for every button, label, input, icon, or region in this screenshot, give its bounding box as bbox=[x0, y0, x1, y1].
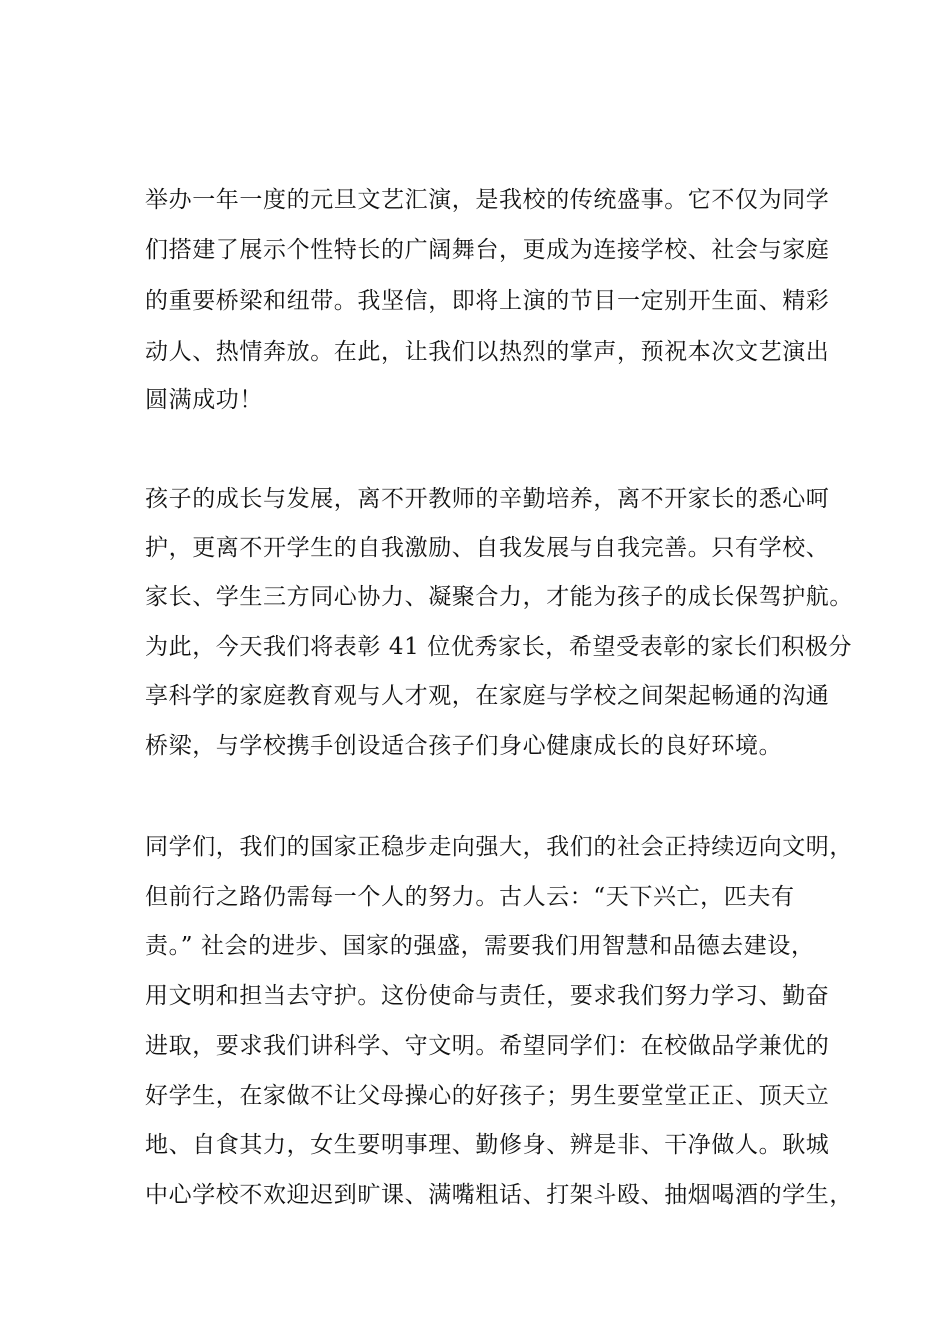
paragraph-3-line-5: 进取，要求我们讲科学、守文明。希望同学们：在校做品学兼优的 bbox=[145, 1033, 830, 1059]
paragraph-3-line-4: 用文明和担当去守护。这份使命与责任，要求我们努力学习、勤奋 bbox=[145, 983, 830, 1009]
paragraph-1-line-1: 举办一年一度的元旦文艺汇演，是我校的传统盛事。它不仅为同学 bbox=[145, 187, 830, 213]
paragraph-1-line-5: 圆满成功！ bbox=[145, 387, 263, 413]
paragraph-3-line-8: 中心学校不欢迎迟到旷课、满嘴粗话、打架斗殴、抽烟喝酒的学生， bbox=[145, 1182, 853, 1208]
paragraph-2-line-2: 护，更离不开学生的自我激励、自我发展与自我完善。只有学校、 bbox=[145, 535, 830, 561]
paragraph-2-line-1: 孩子的成长与发展，离不开教师的辛勤培养，离不开家长的悉心呵 bbox=[145, 486, 830, 512]
paragraph-1-line-4: 动人、热情奔放。在此，让我们以热烈的掌声，预祝本次文艺演出 bbox=[145, 339, 830, 365]
paragraph-1-line-2: 们搭建了展示个性特长的广阔舞台，更成为连接学校、社会与家庭 bbox=[145, 237, 830, 263]
paragraph-2-line-5: 享科学的家庭教育观与人才观，在家庭与学校之间架起畅通的沟通 bbox=[145, 683, 830, 709]
paragraph-2-line-6: 桥梁，与学校携手创设适合孩子们身心健康成长的良好环境。 bbox=[145, 733, 783, 759]
paragraph-3-line-7: 地、自食其力，女生要明事理、勤修身、辨是非、干净做人。耿城 bbox=[145, 1132, 830, 1158]
paragraph-2-line-4: 为此，今天我们将表彰 41 位优秀家长，希望受表彰的家长们积极分 bbox=[145, 634, 853, 660]
paragraph-3-line-1: 同学们，我们的国家正稳步走向强大，我们的社会正持续迈向文明， bbox=[145, 834, 853, 860]
paragraph-3-line-2: 但前行之路仍需每一个人的努力。古人云：“天下兴亡，匹夫有 bbox=[145, 884, 795, 910]
paragraph-2-line-3: 家长、学生三方同心协力、凝聚合力，才能为孩子的成长保驾护航。 bbox=[145, 584, 853, 610]
paragraph-3-line-3: 责。” 社会的进步、国家的强盛，需要我们用智慧和品德去建设， bbox=[145, 933, 815, 959]
paragraph-3-line-6: 好学生，在家做不让父母操心的好孩子；男生要堂堂正正、顶天立 bbox=[145, 1083, 830, 1109]
paragraph-1-line-3: 的重要桥梁和纽带。我坚信，即将上演的节目一定别开生面、精彩 bbox=[145, 288, 830, 314]
